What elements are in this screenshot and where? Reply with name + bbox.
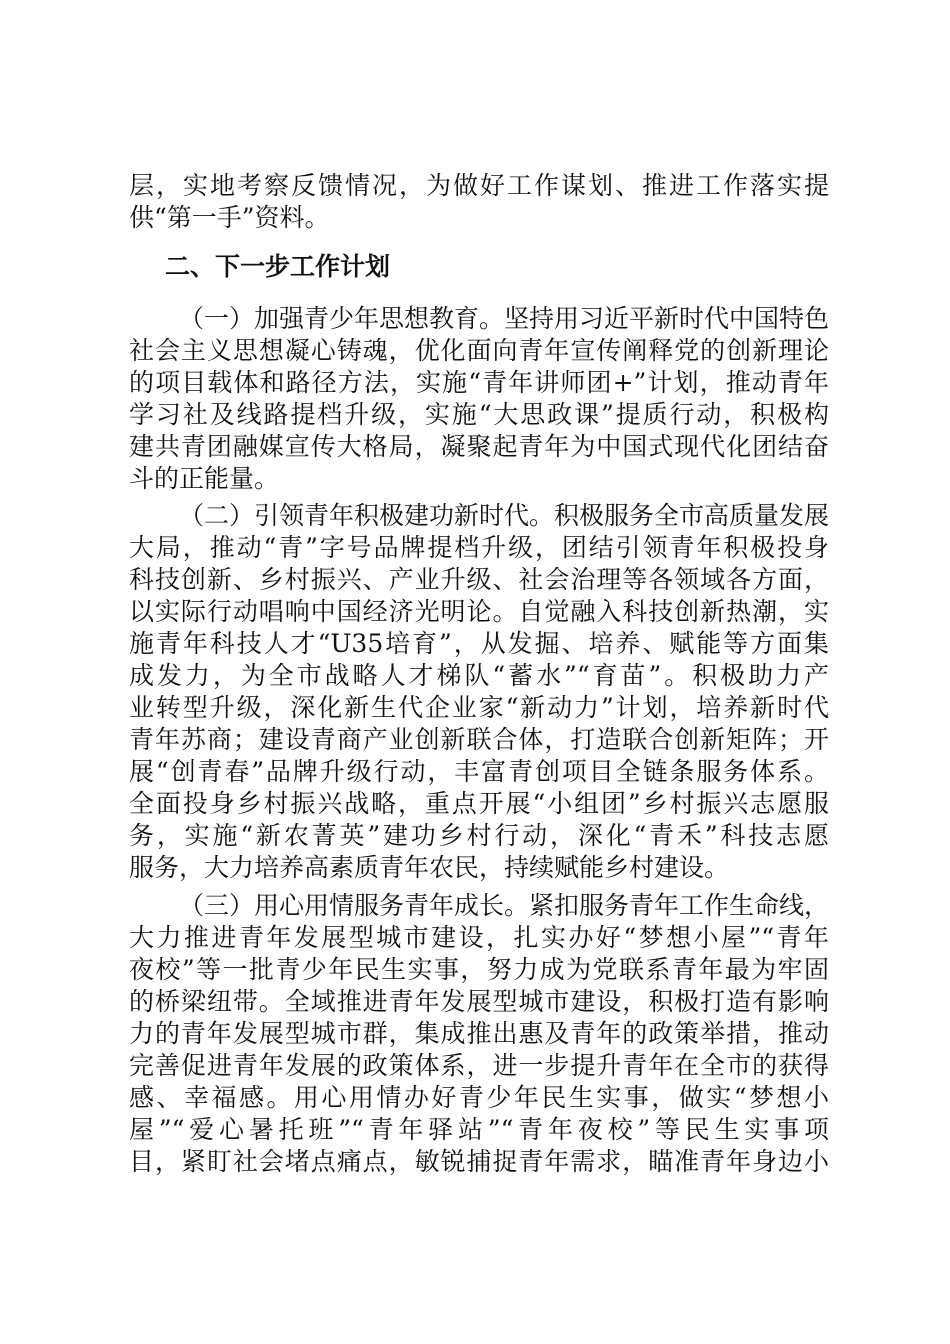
paragraph-2-line: 展“创青春”品牌升级行动，丰富青创项目全链条服务体系。 — [129, 757, 829, 786]
intro-line: 层，实地考察反馈情况，为做好工作谋划、推进工作落实提 — [129, 171, 829, 200]
paragraph-3-line: 夜校”等一批青少年民生实事，努力成为党联系青年最为牢固 — [129, 955, 829, 984]
paragraph-3-line: 目，紧盯社会堵点痛点，敏锐捕捉青年需求，瞄准青年身边小 — [129, 1147, 829, 1176]
paragraph-3-line: 大力推进青年发展型城市建设，扎实办好“梦想小屋”“青年 — [129, 923, 829, 952]
paragraph-3-line: 感、幸福感。用心用情办好青少年民生实事，做实“梦想小 — [129, 1083, 829, 1112]
paragraph-2-line: 服务，大力培养高素质青年农民，持续赋能乡村建设。 — [129, 853, 730, 882]
paragraph-3-line: 屋”“爱心暑托班”“青年驿站”“青年夜校”等民生实事项 — [129, 1115, 829, 1144]
paragraph-1-line: 社会主义思想凝心铸魂，优化面向青年宣传阐释党的创新理论 — [129, 336, 829, 365]
paragraph-2-line: 大局，推动“青”字号品牌提档升级，团结引领青年积极投身 — [129, 533, 829, 562]
paragraph-3-line: 的桥梁纽带。全域推进青年发展型城市建设，积极打造有影响 — [129, 987, 829, 1016]
paragraph-2-line: （二）引领青年积极建功新时代。积极服务全市高质量发展 — [179, 501, 829, 530]
section-heading: 二、下一步工作计划 — [165, 252, 391, 281]
paragraph-2-line: 业转型升级，深化新生代企业家“新动力”计划，培养新时代 — [129, 693, 829, 722]
paragraph-2-line: 科技创新、乡村振兴、产业升级、社会治理等各领域各方面， — [129, 565, 829, 594]
paragraph-2-line: 施青年科技人才“U35培育”，从发掘、培养、赋能等方面集 — [129, 629, 829, 658]
paragraph-3-line: 完善促进青年发展的政策体系，进一步提升青年在全市的获得 — [129, 1051, 829, 1080]
paragraph-1-line: （一）加强青少年思想教育。坚持用习近平新时代中国特色 — [179, 304, 829, 333]
paragraph-3-line: 力的青年发展型城市群，集成推出惠及青年的政策举措，推动 — [129, 1019, 829, 1048]
paragraph-1-line: 建共青团融媒宣传大格局，凝聚起青年为中国式现代化团结奋 — [129, 432, 829, 461]
paragraph-2-line: 成发力，为全市战略人才梯队“蓄水”“育苗”。积极助力产 — [129, 661, 829, 690]
paragraph-2-line: 以实际行动唱响中国经济光明论。自觉融入科技创新热潮，实 — [129, 597, 829, 626]
paragraph-2-line: 青年苏商；建设青商产业创新联合体，打造联合创新矩阵；开 — [129, 725, 829, 754]
paragraph-1-line: 斗的正能量。 — [129, 464, 280, 493]
paragraph-1-line: 的项目载体和路径方法，实施“青年讲师团+”计划，推动青年 — [129, 368, 829, 397]
paragraph-2-line: 务，实施“新农菁英”建功乡村行动，深化“青禾”科技志愿 — [129, 821, 829, 850]
intro-line: 供“第一手”资料。 — [129, 203, 330, 232]
paragraph-3-line: （三）用心用情服务青年成长。紧扣服务青年工作生命线， — [179, 891, 829, 920]
paragraph-1-line: 学习社及线路提档升级，实施“大思政课”提质行动，积极构 — [129, 400, 829, 429]
paragraph-2-line: 全面投身乡村振兴战略，重点开展“小组团”乡村振兴志愿服 — [129, 789, 829, 818]
